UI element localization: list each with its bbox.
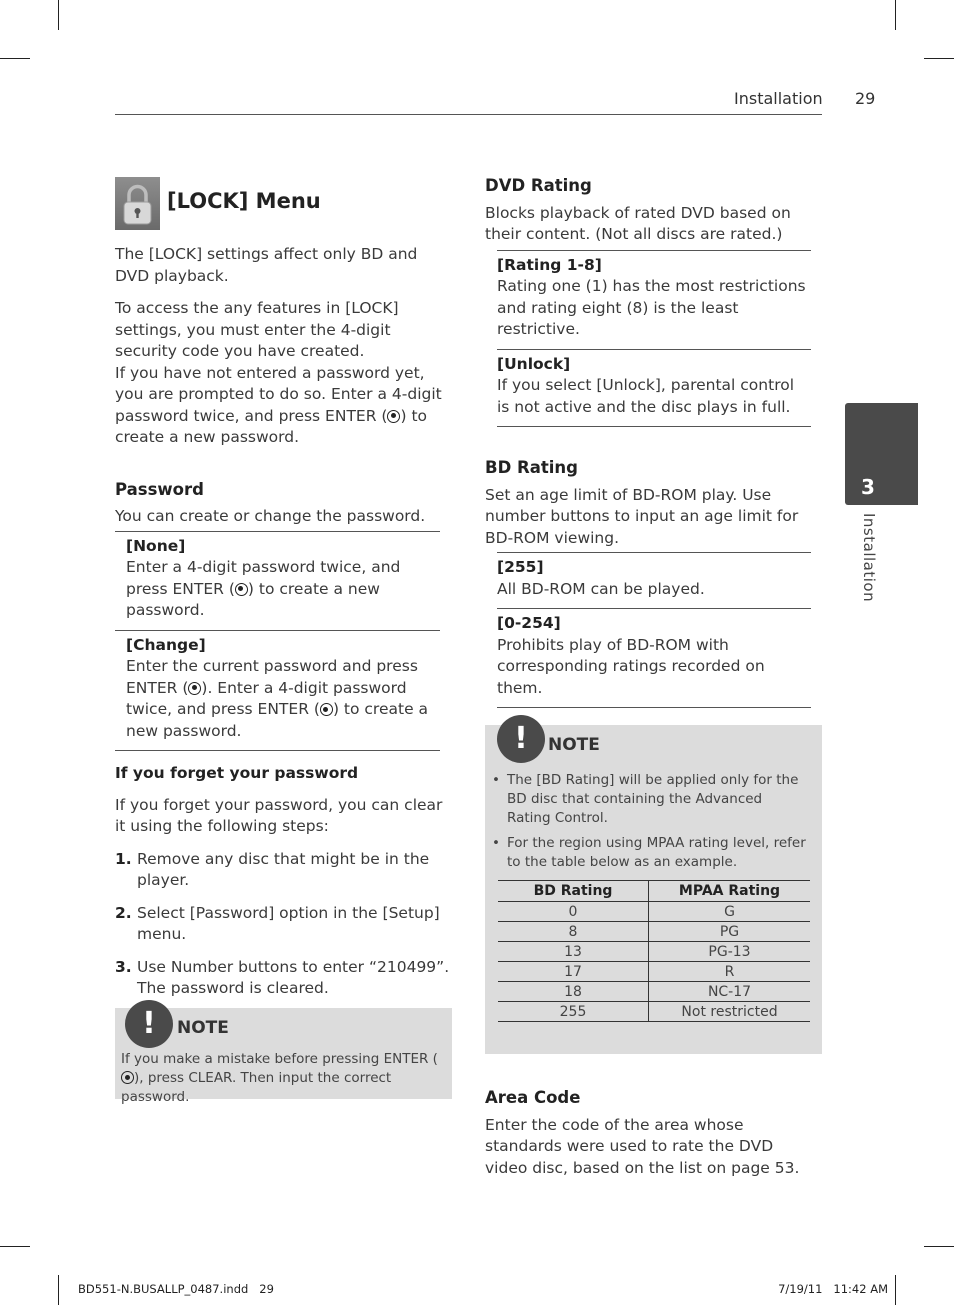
right-column bbox=[485, 175, 811, 708]
area-code-section bbox=[485, 1087, 811, 1190]
step-text: Select [Password] option in the [Setup] menu. bbox=[137, 903, 440, 943]
header-rule bbox=[115, 114, 822, 115]
table-row bbox=[498, 962, 810, 982]
enter-button-icon bbox=[387, 410, 400, 423]
table-row bbox=[498, 942, 810, 962]
enter-button-icon bbox=[121, 1071, 134, 1084]
option-text: Rating one (1) has the most restrictions and rating eight (8) is the least restrictive. bbox=[497, 277, 806, 338]
step-item bbox=[115, 903, 455, 946]
crop-mark bbox=[0, 1246, 30, 1247]
note-exclamation-icon: ! bbox=[497, 715, 545, 763]
table-cell: 18 bbox=[498, 982, 649, 1002]
note-exclamation-icon: ! bbox=[125, 1000, 173, 1048]
option-text-part: Enter the current password and press ENTER ( bbox=[126, 657, 418, 697]
option-text: Prohibits play of BD-ROM with corresponding ratings recorded on them. bbox=[497, 635, 765, 697]
table-header-row bbox=[498, 881, 810, 902]
option-text-part: ) to create a new password. bbox=[126, 700, 429, 740]
page-number: 29 bbox=[855, 89, 876, 108]
password-heading: Password bbox=[115, 479, 204, 499]
step-number: 2. bbox=[115, 903, 132, 922]
option-title: [Unlock] bbox=[497, 354, 571, 373]
table-cell: Not restricted bbox=[649, 1002, 811, 1022]
option-text bbox=[126, 557, 440, 622]
password-desc: You can create or change the password. bbox=[115, 507, 426, 525]
table-cell: 0 bbox=[498, 902, 649, 922]
option-text-part: ) to create a new password. bbox=[126, 579, 380, 619]
intro-paragraph bbox=[115, 298, 455, 449]
note-box bbox=[115, 1006, 452, 1105]
enter-button-icon bbox=[188, 682, 201, 695]
note-bullet: • For the region using MPAA rating level, refer to the table below as an example. bbox=[492, 835, 806, 870]
option-title: [0-254] bbox=[497, 614, 561, 632]
crop-mark bbox=[895, 1275, 896, 1305]
table-row bbox=[498, 902, 810, 922]
footer-file: BD551-N.BUSALLP_0487.indd 29 bbox=[78, 1282, 274, 1296]
table-cell: NC-17 bbox=[649, 982, 811, 1002]
intro-text: ) to create a new password. bbox=[115, 406, 428, 446]
dvd-heading: DVD Rating bbox=[485, 176, 592, 195]
option-text-part: ). Enter a 4-digit password twice, and press ENTER ( bbox=[126, 678, 407, 718]
table-header: BD Rating bbox=[498, 881, 649, 902]
option-text: All BD-ROM can be played. bbox=[497, 579, 705, 598]
chapter-number: 3 bbox=[861, 475, 875, 499]
table-cell: 17 bbox=[498, 962, 649, 982]
option-title: [None] bbox=[126, 536, 186, 555]
option-text: If you select [Unlock], parental control is not active and the disc plays in full. bbox=[497, 376, 795, 416]
forget-heading: If you forget your password bbox=[115, 764, 359, 782]
table-cell: PG-13 bbox=[649, 942, 811, 962]
option-text-part: Enter a 4-digit password twice, and press ENTER ( bbox=[126, 558, 401, 598]
option-255 bbox=[497, 552, 811, 608]
bd-heading: BD Rating bbox=[485, 458, 578, 477]
intro-paragraph: The [LOCK] settings affect only BD and DVD playback. bbox=[115, 245, 418, 285]
option-title: [Change] bbox=[126, 635, 206, 654]
step-number: 1. bbox=[115, 849, 132, 868]
enter-button-icon bbox=[235, 583, 248, 596]
intro-text: If you have not entered a password yet, you are prompted to do so. Enter a 4-digit password twice, and press ENTER ( bbox=[115, 363, 442, 425]
crop-mark bbox=[58, 0, 59, 30]
table-header: MPAA Rating bbox=[649, 881, 811, 902]
step-text: Remove any disc that might be in the player. bbox=[137, 849, 430, 889]
table-cell: 8 bbox=[498, 922, 649, 942]
table-cell: 13 bbox=[498, 942, 649, 962]
option-change bbox=[115, 630, 440, 752]
crop-mark bbox=[58, 1275, 59, 1305]
crop-mark bbox=[924, 1246, 954, 1247]
mpaa-table bbox=[498, 880, 810, 1022]
note-text bbox=[121, 1050, 447, 1107]
area-heading: Area Code bbox=[485, 1088, 581, 1107]
note-label: NOTE bbox=[177, 1018, 229, 1038]
option-title: [255] bbox=[497, 558, 544, 576]
table-row bbox=[498, 982, 810, 1002]
bd-desc: Set an age limit of BD-ROM play. Use number buttons to input an age limit for BD-ROM viewing. bbox=[485, 485, 799, 547]
note-bullet: • The [BD Rating] will be applied only for the BD disc that containing the Advanced Rating Control. bbox=[492, 772, 799, 826]
option-rating bbox=[497, 250, 811, 349]
table-row bbox=[498, 922, 810, 942]
table-cell: 255 bbox=[498, 1002, 649, 1022]
area-desc: Enter the code of the area whose standards were used to rate the DVD video disc, based on the list on page 53. bbox=[485, 1115, 800, 1177]
running-header-section: Installation bbox=[734, 89, 823, 108]
forget-desc: If you forget your password, you can clear it using the following steps: bbox=[115, 795, 443, 835]
step-number: 3. bbox=[115, 957, 132, 976]
lock-icon bbox=[115, 177, 160, 230]
table-cell: R bbox=[649, 962, 811, 982]
crop-mark bbox=[924, 58, 954, 59]
note-bullet-text: The [BD Rating] will be applied only for the BD disc that containing the Advanced Rating Control. bbox=[507, 772, 799, 826]
step-text: Use Number buttons to enter “210499”. The password is cleared. bbox=[137, 957, 450, 997]
note-text-part: If you make a mistake before pressing ENTER ( bbox=[121, 1051, 438, 1067]
enter-button-icon bbox=[320, 703, 333, 716]
step-item bbox=[115, 849, 455, 892]
option-0-254 bbox=[497, 608, 811, 708]
note-label: NOTE bbox=[548, 735, 600, 755]
note-box bbox=[485, 721, 822, 1054]
table-row bbox=[498, 1002, 810, 1022]
crop-mark bbox=[895, 0, 896, 30]
crop-mark bbox=[0, 58, 30, 59]
option-none bbox=[115, 531, 440, 630]
note-text-part: ), press CLEAR. Then input the correct password. bbox=[121, 1070, 392, 1105]
left-column bbox=[115, 244, 455, 1011]
option-unlock bbox=[497, 349, 811, 428]
dvd-desc: Blocks playback of rated DVD based on their content. (Not all discs are rated.) bbox=[485, 203, 791, 243]
note-bullet-text: For the region using MPAA rating level, refer to the table below as an example. bbox=[507, 835, 806, 870]
table-cell: PG bbox=[649, 922, 811, 942]
step-item bbox=[115, 957, 455, 1000]
chapter-label: Installation bbox=[860, 513, 878, 603]
note-bullets bbox=[485, 771, 807, 872]
intro-text: To access the any features in [LOCK] settings, you must enter the 4-digit security code you have created. bbox=[115, 299, 399, 360]
option-title: [Rating 1-8] bbox=[497, 255, 602, 274]
footer-date: 7/19/11 11:42 AM bbox=[778, 1282, 888, 1296]
table-cell: G bbox=[649, 902, 811, 922]
section-title: [LOCK] Menu bbox=[167, 189, 321, 213]
option-text bbox=[126, 656, 440, 742]
